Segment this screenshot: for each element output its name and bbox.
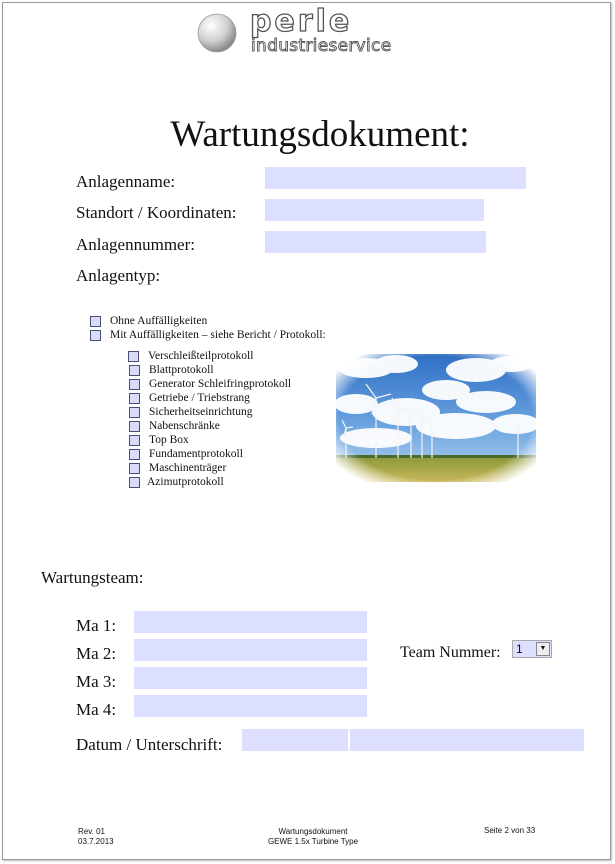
protocol-checkbox[interactable] (129, 421, 140, 432)
member-4-label: Ma 4: (76, 700, 117, 719)
wind-farm-photo (336, 354, 536, 482)
protocol-label: Fundamentprotokoll (149, 448, 243, 460)
member-1-label: Ma 1: (76, 616, 117, 635)
member-3-label: Ma 3: (76, 672, 117, 691)
footer-doc-title: Wartungsdokument (278, 827, 348, 836)
plant-name-label: Anlagenname: (76, 172, 176, 191)
protocol-label: Generator Schleifringprotokoll (149, 378, 292, 390)
protocol-label: Blattprotokoll (149, 364, 214, 376)
protocol-label: Azimutprotokoll (147, 476, 224, 488)
plant-type-label: Anlagentyp: (76, 266, 161, 285)
protocol-checkbox[interactable] (129, 449, 140, 460)
protocol-checkbox[interactable] (129, 435, 140, 446)
protocol-label: Getriebe / Triebstrang (149, 392, 250, 404)
member-2-label: Ma 2: (76, 644, 117, 663)
plant-name-field[interactable] (265, 167, 526, 189)
page-title: Wartungsdokument: (170, 114, 470, 155)
protocol-label: Verschleißteilprotokoll (148, 350, 254, 362)
logo (196, 4, 421, 58)
team-heading: Wartungsteam: (41, 568, 144, 587)
location-label: Standort / Koordinaten: (76, 203, 237, 222)
member-4-field[interactable] (134, 695, 367, 717)
protocol-checkbox[interactable] (129, 477, 140, 488)
chevron-down-icon[interactable]: ▼ (536, 642, 550, 656)
protocol-checkbox[interactable] (129, 407, 140, 418)
protocol-checkbox[interactable] (129, 365, 140, 376)
member-3-field[interactable] (134, 667, 367, 689)
protocol-checkbox[interactable] (129, 379, 140, 390)
team-number-select[interactable] (512, 640, 552, 658)
status-issues-label: Mit Auffälligkeiten – siehe Bericht / Protokoll: (110, 329, 326, 341)
footer-rev: Rev. 01 (78, 827, 105, 836)
signature-field[interactable] (350, 729, 584, 751)
logo-sphere-icon (196, 12, 238, 54)
logo-brand: perle (250, 4, 353, 39)
logo-subtitle: industrieservice (251, 36, 392, 56)
protocol-checkbox[interactable] (129, 463, 140, 474)
protocol-checkbox[interactable] (128, 351, 139, 362)
footer-doc-sub: GEWE 1.5x Turbine Type (267, 837, 359, 846)
protocol-label: Sicherheitseinrichtung (149, 406, 253, 418)
protocol-label: Nabenschränke (149, 420, 220, 432)
status-ok-checkbox[interactable] (90, 316, 101, 327)
member-2-field[interactable] (134, 639, 367, 661)
protocol-label: Maschinenträger (149, 462, 227, 474)
footer-page-number: Seite 2 von 33 (484, 826, 536, 835)
footer-center (228, 827, 398, 847)
protocol-list (128, 350, 328, 495)
plant-number-field[interactable] (265, 231, 486, 253)
plant-number-label: Anlagennummer: (76, 235, 195, 254)
location-field[interactable] (265, 199, 484, 221)
member-1-field[interactable] (134, 611, 367, 633)
team-number-value: 1 (516, 642, 523, 656)
footer-date: 03.7.2013 (78, 837, 114, 846)
team-number-label: Team Nummer: (400, 644, 501, 661)
protocol-label: Top Box (149, 434, 189, 446)
protocol-checkbox[interactable] (129, 393, 140, 404)
footer-revision (78, 827, 114, 847)
signature-label: Datum / Unterschrift: (76, 735, 223, 754)
date-field[interactable] (242, 729, 348, 751)
status-ok-label: Ohne Auffälligkeiten (110, 315, 208, 327)
status-issues-checkbox[interactable] (90, 330, 101, 341)
